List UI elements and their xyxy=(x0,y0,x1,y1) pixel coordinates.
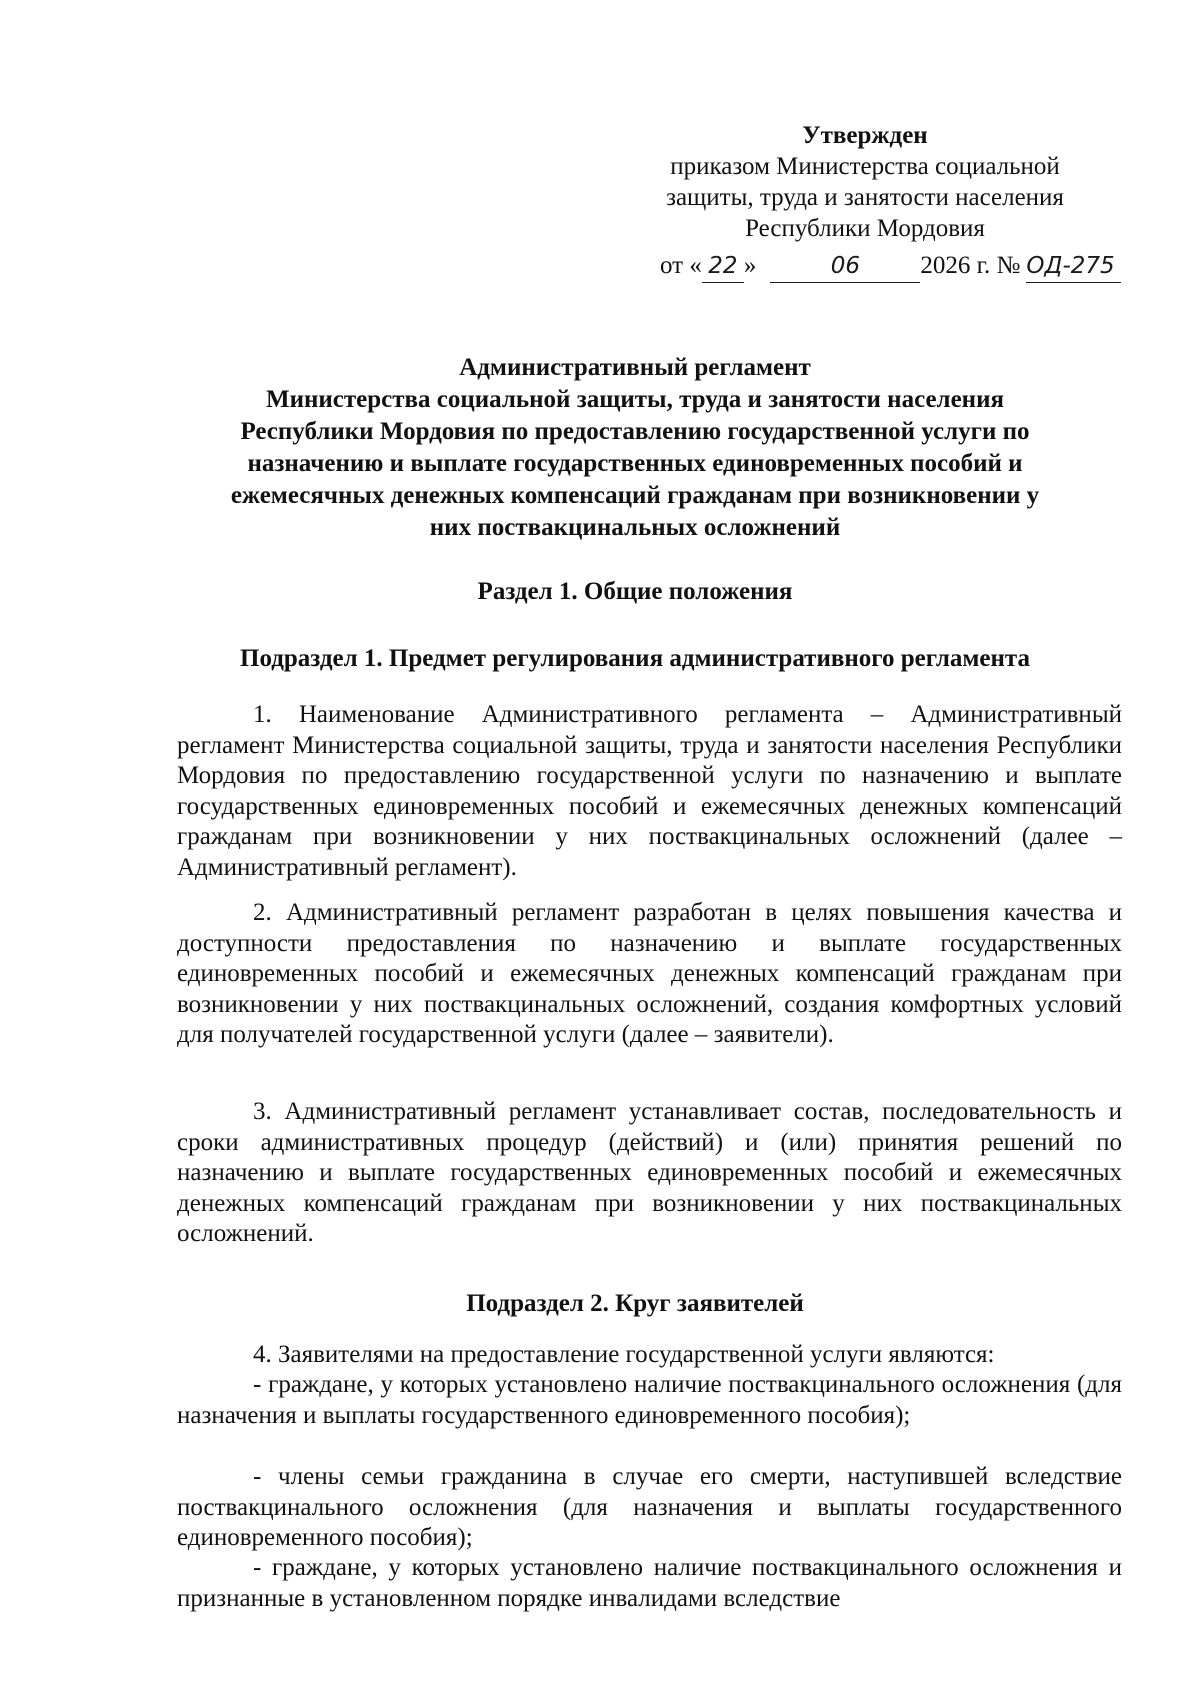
title-line-6: них поствакцинальных осложнений xyxy=(429,514,841,541)
section-1-heading: Раздел 1. Общие положения xyxy=(477,578,793,605)
approval-line-3: Республики Мордовия xyxy=(745,215,985,242)
subsection-1-heading: Подраздел 1. Предмет регулирования административного регламента xyxy=(240,645,1030,672)
document-title xyxy=(170,352,1100,544)
handwritten-day: 22 xyxy=(702,251,744,283)
subsection-2-heading: Подраздел 2. Круг заявителей xyxy=(466,1290,804,1317)
date-prefix: от « xyxy=(660,252,702,279)
handwritten-order-number: ОД-275 xyxy=(1026,251,1121,283)
title-line-3: Республики Мордовия по предоставлению государственной услуги по xyxy=(240,418,1030,445)
paragraph-3: 3. Административный регламент устанавливает состав, последовательность и сроки административных процедур (действий) и (или) принятия решений по назначению и выплате государственных единовременных пособий и ежемесячных денежных компенсаций гражданам при возникновении у них поствакцинальных осложнений. xyxy=(177,1098,1122,1247)
date-year: 2026 г. № xyxy=(920,252,1021,279)
approval-block xyxy=(620,120,1110,244)
applicant-item-1: - граждане, у которых установлено наличие поствакцинального осложнения (для назначения и выплаты государственного единовременного пособия); xyxy=(177,1371,1122,1429)
approval-date-line xyxy=(660,250,1180,283)
title-line-4: назначению и выплате государственных единовременных пособий и xyxy=(247,450,1023,477)
paragraph-4: 4. Заявителями на предоставление государственной услуги являются: xyxy=(253,1341,995,1368)
date-mid: » xyxy=(743,252,757,279)
title-line-2: Министерства социальной защиты, труда и занятости населения xyxy=(265,386,1005,413)
paragraph-1: 1. Наименование Административного регламента – Административный регламент Министерства социальной защиты, труда и занятости населения Республики Мордовия по предоставлению государственной услуги по назначению и выплате государственных единовременных пособий и ежемесячных денежных компенсаций гражданам при возникновении у них поствакцинальных осложнений (далее – Административный регламент). xyxy=(177,701,1122,881)
paragraph-2: 2. Административный регламент разработан в целях повышения качества и доступности предоставления по назначению и выплате государственных единовременных пособий и ежемесячных денежных компенсаций гражданам при возникновении у них поствакцинальных осложнений, создания комфортных условий для получателей государственной услуги (далее – заявители). xyxy=(177,899,1122,1048)
applicant-item-2: - члены семьи гражданина в случае его смерти, наступившей вследствие поствакцинального осложнения (для назначения и выплаты государственного единовременного пособия); xyxy=(177,1463,1122,1551)
title-line-5: ежемесячных денежных компенсаций гражданам при возникновении у xyxy=(230,482,1040,509)
title-line-1: Административный регламент xyxy=(459,354,811,381)
approval-line-2: защиты, труда и занятости населения xyxy=(666,184,1064,211)
handwritten-month: 06 xyxy=(770,251,920,283)
applicant-item-3: - граждане, у которых установлено наличие поствакцинального осложнения и признанные в установленном порядке инвалидами вследствие xyxy=(177,1554,1122,1612)
approval-title: Утвержден xyxy=(802,122,928,149)
approval-line-1: приказом Министерства социальной xyxy=(670,153,1060,180)
